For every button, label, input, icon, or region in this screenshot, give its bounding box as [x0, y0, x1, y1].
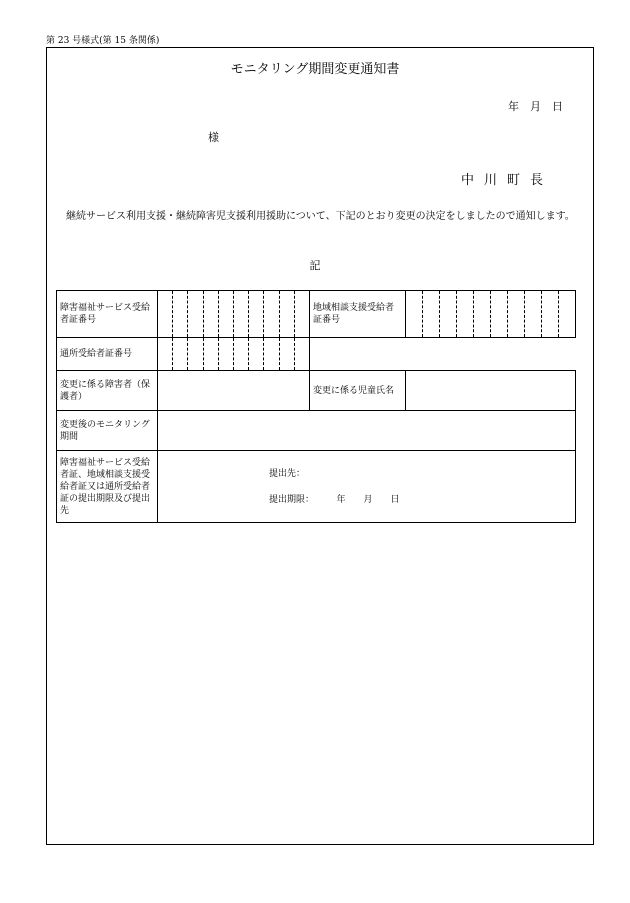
ki-heading: 記	[309, 259, 321, 272]
details-table	[56, 290, 576, 523]
blank-cell	[310, 338, 576, 371]
body-text: 継続サービス利用支援・継続障害児支援利用援助について、下記のとおり変更の決定をしましたので通知します。	[66, 211, 575, 222]
child-label: 変更に係る児童氏名	[310, 371, 406, 411]
submit-label: 障害福祉サービス受給者証、地域相談支援受給者証又は通所受給者証の提出期限及び提出先	[57, 451, 158, 523]
welfare-number-boxes[interactable]	[158, 291, 310, 338]
person-label: 変更に係る障害者（保護者）	[57, 371, 158, 411]
day-service-number-boxes[interactable]	[158, 338, 310, 371]
child-field[interactable]	[406, 371, 576, 411]
welfare-number-label: 障害福祉サービス受給者証番号	[57, 291, 158, 338]
addressee-suffix: 様	[208, 131, 219, 144]
form-number: 第 23 号様式(第 15 条関係)	[46, 36, 160, 46]
submit-deadline: 提出期限： 年 月 日	[269, 494, 400, 505]
date-line: 年 月 日	[508, 100, 563, 113]
day-service-number-label: 通所受給者証番号	[57, 338, 158, 371]
consult-number-boxes[interactable]	[406, 291, 576, 338]
submit-field[interactable]	[158, 451, 576, 523]
period-field[interactable]	[158, 411, 576, 451]
page-title: モニタリング期間変更通知書	[230, 62, 400, 77]
submit-to: 提出先：	[269, 468, 306, 479]
person-field[interactable]	[158, 371, 310, 411]
issuer-name: 中川町長	[461, 173, 554, 188]
consult-number-label: 地域相談支援受給者証番号	[310, 291, 406, 338]
period-label: 変更後のモニタリング期間	[57, 411, 158, 451]
